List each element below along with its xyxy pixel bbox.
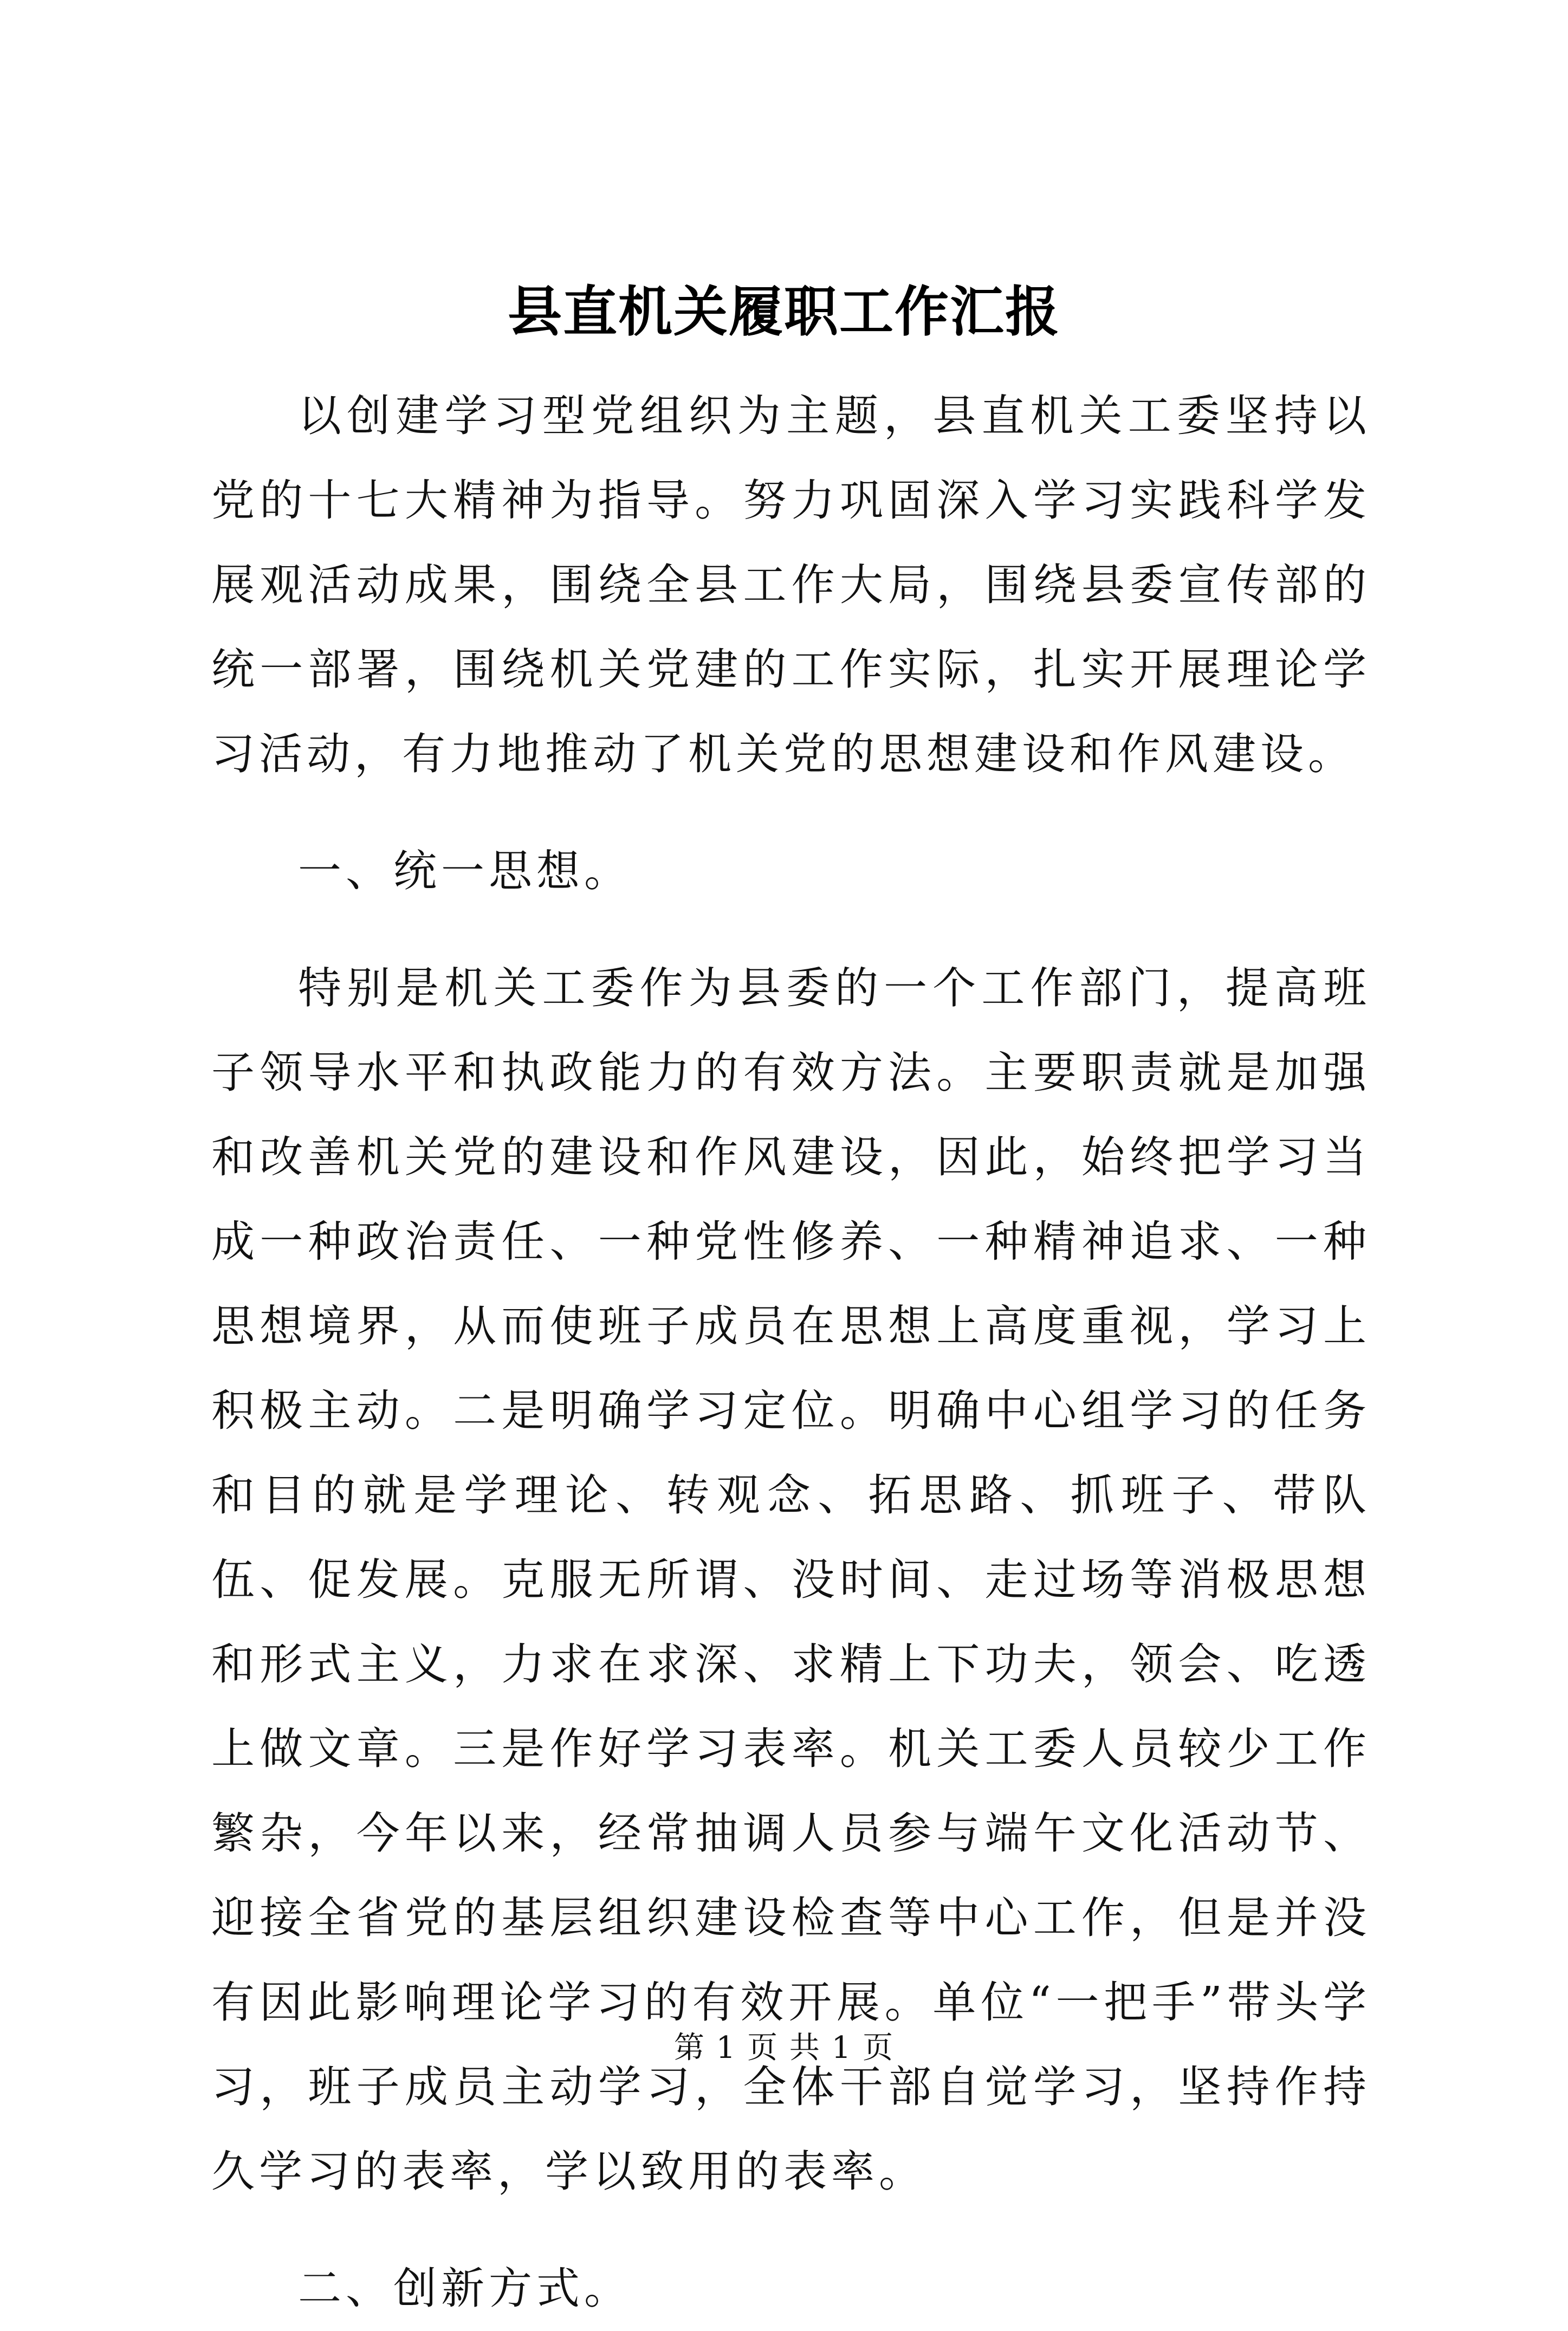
page-footer: 第 1 页 共 1 页 [673,2030,895,2065]
intro-paragraph: 以创建学习型党组织为主题，县直机关工委坚持以党的十七大精神为指导。努力巩固深入学习实践科学发展观活动成果，围绕全县工作大局，围绕县委宣传部的统一部署，围绕机关党建的工作实际，扎实开展理论学习活动，有力地推动了机关党的思想建设和作风建设。 [211,391,1371,779]
section-heading-1: 一、统一思想。 [298,846,632,896]
section-heading-2: 二、创新方式。 [298,2263,632,2314]
document-title: 县直机关履职工作汇报 [508,280,1060,344]
section-1-paragraph: 特别是机关工委作为县委的一个工作部门，提高班子领导水平和执政能力的有效方法。主要职责就是加强和改善机关党的建设和作风建设，因此，始终把学习当成一种政治责任、一种党性修养、一种精神追求、一种思想境界，从而使班子成员在思想上高度重视，学习上积极主动。二是明确学习定位。明确中心组学习的任务和目的就是学理论、转观念、拓思路、抓班子、带队伍、促发展。克服无所谓、没时间、走过场等消极思想和形式主义，力求在求深、求精上下功夫，领会、吃透上做文章。三是作好学习表率。机关工委人员较少工作繁杂，今年以来，经常抽调人员参与端午文化活动节、迎接全省党的基层组织建设检查等中心工作，但是并没有因此影响理论学习的有效开展。单位“一把手”带头学习，班子成员主动学习，全体干部自觉学习，坚持作持久学习的表率，学以致用的表率。 [211,963,1371,2197]
